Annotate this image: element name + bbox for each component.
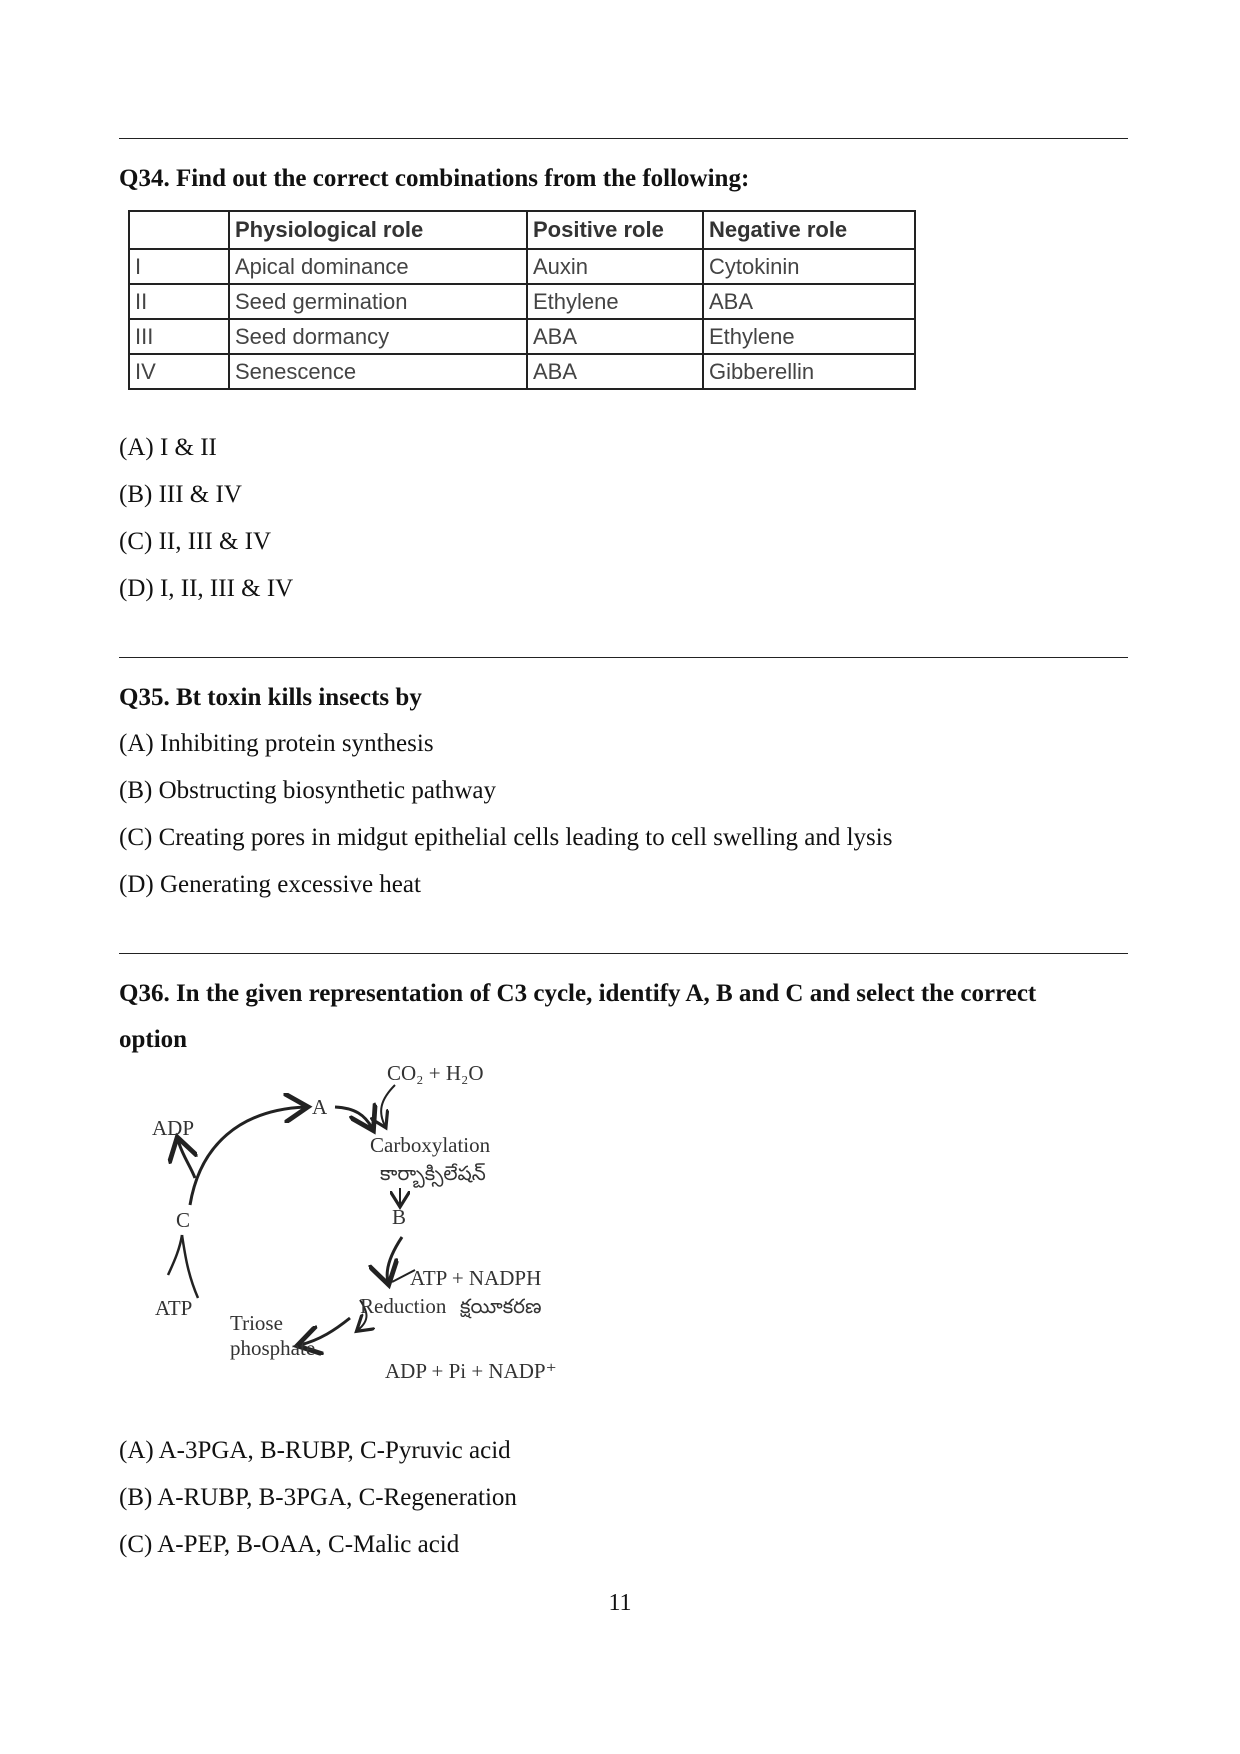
adp-pi-nadp-label: ADP + Pi + NADP⁺	[385, 1359, 557, 1383]
q34-option-b: (B) III & IV	[119, 481, 242, 508]
q34-option-a: (A) I & II	[119, 434, 217, 461]
table-cell: III	[129, 319, 229, 354]
table-row	[129, 354, 915, 389]
arc-c-to-a	[190, 1107, 305, 1205]
table-cell: Senescence	[229, 354, 527, 389]
divider-top	[119, 138, 1128, 139]
question-35-title: Q35. Bt toxin kills insects by	[119, 684, 422, 711]
label-c: C	[176, 1208, 191, 1232]
phosphate-label: phosphate	[230, 1336, 316, 1360]
arc-atp-to-c-2	[168, 1235, 182, 1275]
arc-b-to-reduction	[387, 1237, 402, 1282]
table-header-row	[129, 211, 915, 249]
table-cell: ABA	[527, 319, 703, 354]
arc-atp-to-c	[182, 1235, 198, 1298]
carboxylation-telugu-label: కార్బాక్సిలేషన్	[380, 1163, 486, 1185]
triose-label: Triose	[230, 1311, 283, 1335]
carboxylation-label: Carboxylation	[370, 1133, 491, 1157]
q36-option-a: (A) A-3PGA, B-RUBP, C-Pyruvic acid	[119, 1437, 511, 1464]
q35-option-c: (C) Creating pores in midgut epithelial cells leading to cell swelling and lysis	[119, 824, 893, 851]
q34-option-d: (D) I, II, III & IV	[119, 575, 294, 602]
table-row	[129, 249, 915, 284]
label-b: B	[392, 1205, 407, 1229]
adp-label: ADP	[152, 1116, 195, 1140]
table-cell: Apical dominance	[229, 249, 527, 284]
table-cell: IV	[129, 354, 229, 389]
co2-h2o-label: CO₂ + H₂O	[387, 1061, 484, 1085]
c3-cycle-diagram	[140, 1060, 610, 1400]
reduction-telugu-label: క్షయీకరణ	[460, 1296, 542, 1318]
table-header-cell	[129, 211, 229, 249]
table-cell: Gibberellin	[703, 354, 915, 389]
table-cell: ABA	[703, 284, 915, 319]
q35-option-b: (B) Obstructing biosynthetic pathway	[119, 777, 497, 804]
divider	[119, 953, 1128, 954]
reduction-label: Reduction	[360, 1294, 447, 1318]
q35-option-a: (A) Inhibiting protein synthesis	[119, 730, 434, 757]
divider	[119, 657, 1128, 658]
table-cell: Seed germination	[229, 284, 527, 319]
table-header-cell: Positive role	[527, 211, 703, 249]
table-cell: Cytokinin	[703, 249, 915, 284]
table-header-cell: Physiological role	[229, 211, 527, 249]
question-34-title: Q34. Find out the correct combinations from the following:	[119, 165, 750, 192]
arrow-co2-in	[381, 1085, 395, 1126]
table-cell: Ethylene	[527, 284, 703, 319]
table-cell: Seed dormancy	[229, 319, 527, 354]
label-a: A	[312, 1095, 328, 1119]
question-36-title-line1: Q36. In the given representation of C3 cycle, identify A, B and C and select the correct	[119, 980, 1037, 1007]
table-cell: I	[129, 249, 229, 284]
table-header-cell: Negative role	[703, 211, 915, 249]
table-row	[129, 284, 915, 319]
table-cell: Auxin	[527, 249, 703, 284]
table-row	[129, 319, 915, 354]
q36-option-b: (B) A-RUBP, B-3PGA, C-Regeneration	[119, 1484, 517, 1511]
q36-option-c: (C) A-PEP, B-OAA, C-Malic acid	[119, 1531, 460, 1558]
q34-option-c: (C) II, III & IV	[119, 528, 272, 555]
arc-a-to-carboxylation	[335, 1107, 372, 1128]
atp-nadph-label: ATP + NADPH	[410, 1266, 542, 1290]
hormone-role-table	[128, 210, 916, 390]
table-cell: ABA	[527, 354, 703, 389]
q35-option-d: (D) Generating excessive heat	[119, 871, 421, 898]
page-number: 11	[608, 1590, 632, 1616]
table-cell: II	[129, 284, 229, 319]
arrow-to-adp	[178, 1140, 195, 1178]
atp-label: ATP	[155, 1296, 193, 1320]
table-cell: Ethylene	[703, 319, 915, 354]
question-36-title-line2: option	[119, 1026, 188, 1053]
